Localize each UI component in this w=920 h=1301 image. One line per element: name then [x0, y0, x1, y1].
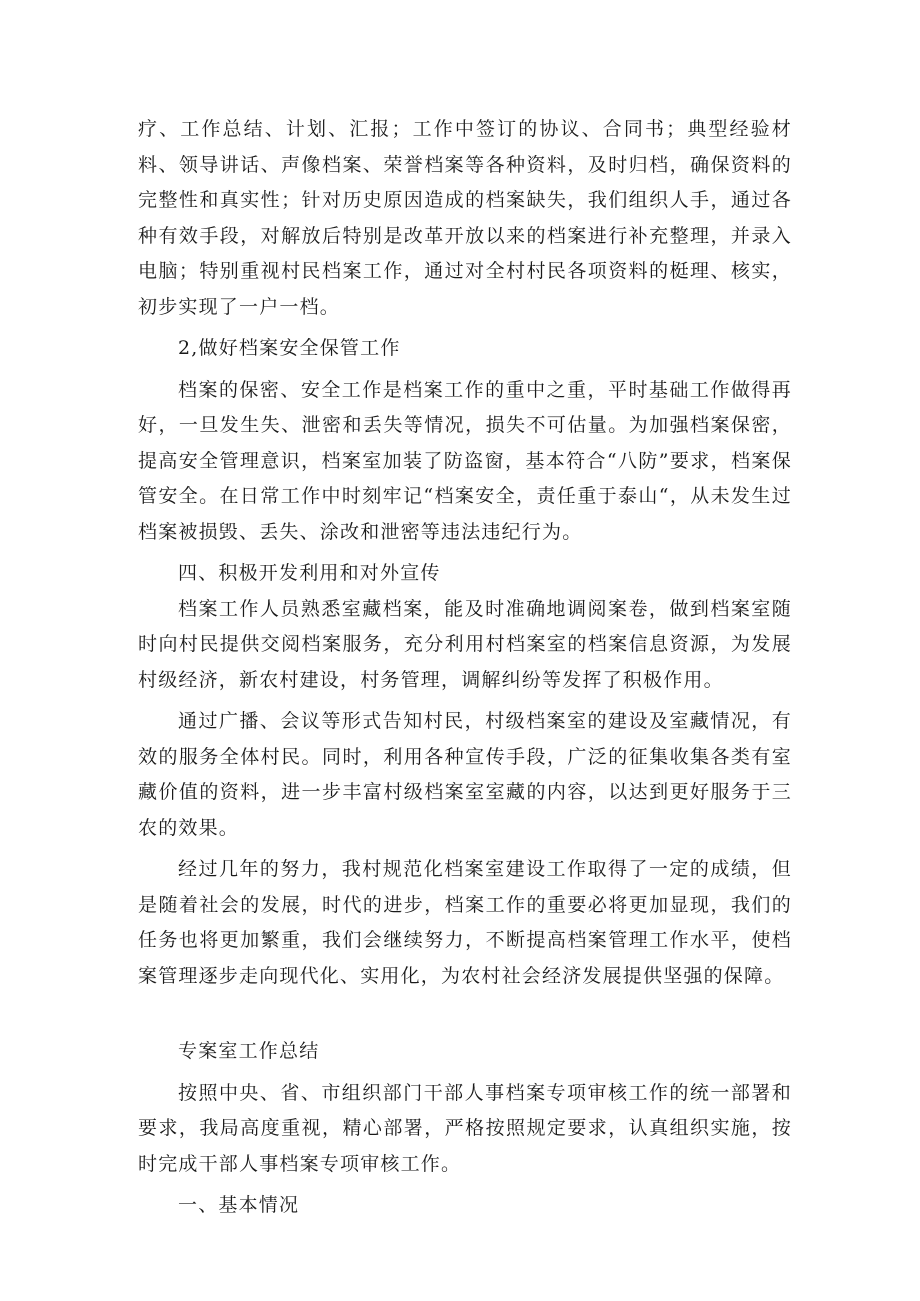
heading-utilization-publicity: 四、积极开发利用和对外宣传: [178, 562, 441, 584]
document-body: [138, 112, 792, 1224]
paragraph-archive-security: 档案的保密、安全工作是档案工作的重中之重，平时基础工作做得再好，一旦发生失、泄密和丢失等情况，损失不可估量。为加强档案保密，提高安全管理意识，档案室加装了防盗窗，基本符合“八防”要求，档案保管安全。在日常工作中时刻牢记“档案安全，责任重于泰山“，从未发生过档案被损毁、丢失、涂改和泄密等违法违纪行为。: [138, 378, 792, 543]
paragraph-archive-collection: 疗、工作总结、计划、汇报；工作中签订的协议、合同书；典型经验材料、领导讲话、声像档案、荣誉档案等各种资料，及时归档，确保资料的完整性和真实性；针对历史原因造成的档案缺失，我们组织人手，通过各种有效手段，对解放后特别是改革开放以来的档案进行补充整理，并录入电脑；特别重视村民档案工作，通过对全村村民各项资料的梃理、核实，初步实现了一户一档。: [138, 118, 792, 318]
paragraph-publicity: 通过广播、会议等形式告知村民，村级档案室的建设及室藏情况，有效的服务全体村民。同时，利用各种宣传手段，广泛的征集收集各类有室藏价值的资料，进一步丰富村级档案室室藏的内容，以达到更好服务于三农的效果。: [138, 710, 792, 839]
section-divider-space: [138, 994, 792, 1034]
subheading-basic-situation: 一、基本情况: [178, 1194, 300, 1216]
paragraph-section-intro: 按照中央、省、市组织部门干部人事档案专项审核工作的统一部署和要求，我局高度重视，精心部署，严格按照规定要求，认真组织实施，按时完成干部人事档案专项审核工作。: [138, 1081, 792, 1175]
heading-archive-safekeeping: 2,做好档案安全保管工作: [178, 337, 401, 359]
section-title: 专案室工作总结: [178, 1040, 320, 1062]
paragraph-archive-services: 档案工作人员熟悉室藏档案，能及时准确地调阅案卷，做到档案室随时向村民提供交阅档案服务，充分利用村档案室的档案信息资源，为发展村级经济，新农村建设，村务管理，调解纠纷等发挥了积极作用。: [138, 597, 792, 691]
paragraph-conclusion: 经过几年的努力，我村规范化档案室建设工作取得了一定的成绩，但是随着社会的发展，时代的进步，档案工作的重要必将更加显现，我们的任务也将更加繁重，我们会继续努力，不断提高档案管理工作水平，使档案管理逐步走向现代化、实用化，为农村社会经济发展提供坚强的保障。: [138, 858, 792, 987]
